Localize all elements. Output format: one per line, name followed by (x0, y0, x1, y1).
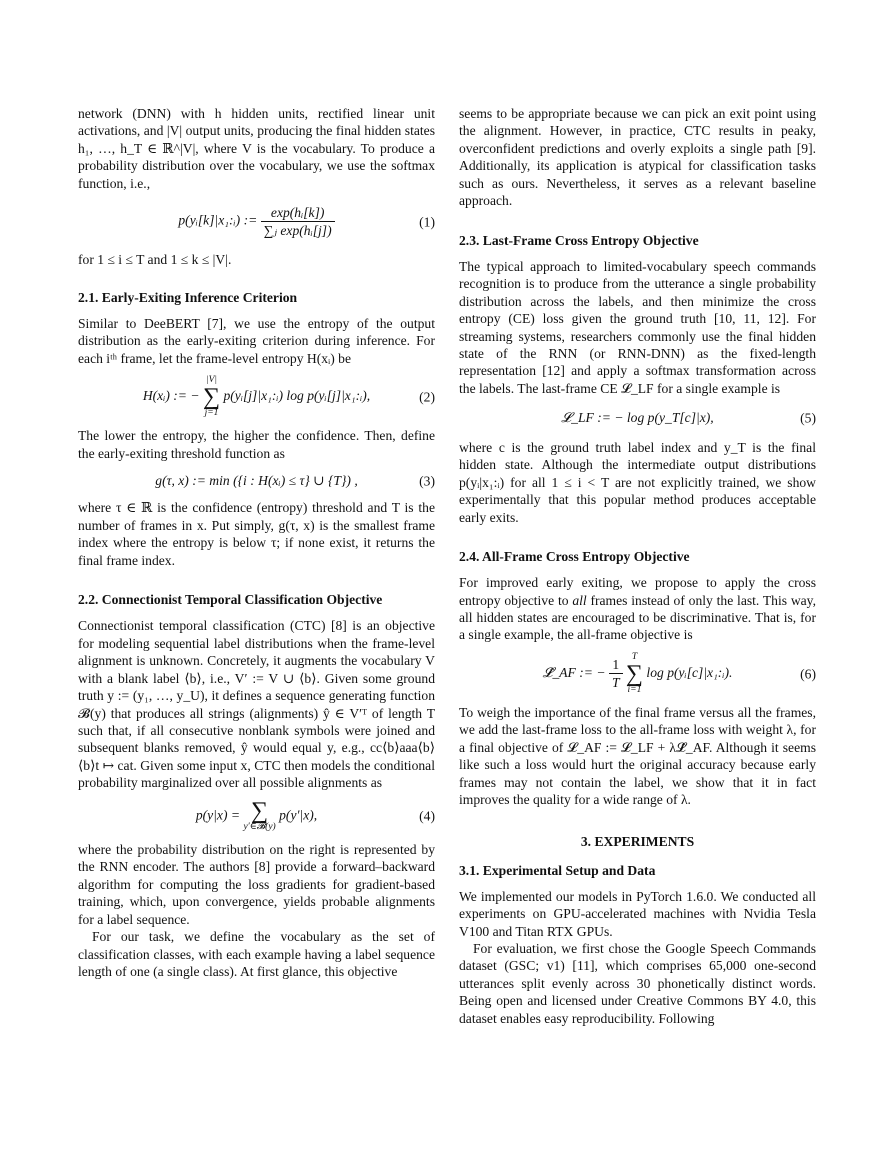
eq6-label: (6) (800, 666, 816, 682)
emphasis-all: all (572, 592, 587, 608)
eq6-rhs: log p(yᵢ[c]|x₁:ᵢ). (646, 665, 733, 680)
paragraph-2-2-a: Connectionist temporal classification (CTC) [8] is an objective for modeling sequential label distributions when the frame-level alignment is unknown. Concretely, it augments the vocabulary V with a blank label ⟨b⟩, i.e., V′ := V ∪ ⟨b⟩. Given some ground truth y := (y₁, …, y_U), it defines a sequence generating function 𝓑(y) that produces all strings (alignments) ŷ ∈ V′ᵀ of length T such that, if all consecutive nonblank symbols were joined and subsequent blanks removed, ŷ would equal y, e.g., cc⟨b⟩aaa⟨b⟩⟨b⟩t ↦ cat. Given some input x, CTC then models the conditional probability marginalized over all possible alignments as (78, 618, 435, 791)
eq3-label: (3) (419, 472, 435, 488)
paragraph-2-3-a: The typical approach to limited-vocabulary speech commands recognition is to produce from the utterance a single probability distribution across the labels, and then minimize the cross entropy (CE) loss given the ground truth [10, 11, 12]. For streaming systems, researchers commonly use the final hidden state of the RNN (or RNN-DNN) as the fixed-length representation [12] and apply a softmax transformation across the labels. The last-frame CE 𝓛_LF for a single example is (459, 258, 816, 396)
eq6-fraction (609, 656, 623, 691)
summation-icon: ∑ (251, 797, 269, 824)
paragraph-2-2-c: For our task, we define the vocabulary as the set of classification classes, with each example having a label sequence length of one (a single class). At first glance, this objective (78, 929, 435, 979)
paragraph-after-eq1: for 1 ≤ i ≤ T and 1 ≤ k ≤ |V|. (78, 252, 232, 268)
eq2-sum-lower: j=1 (204, 408, 219, 419)
eq4-sum (243, 797, 276, 833)
eq1-label: (1) (419, 214, 435, 230)
eq5-body: 𝓛_LF := − log p(y_T[c]|x), (561, 410, 714, 426)
eq6-lhs: 𝓛̂_AF := − (542, 665, 606, 680)
eq4-sum-lower: y′∈𝓑(y) (243, 821, 276, 832)
equation-2 (78, 375, 435, 419)
eq3-body: g(τ, x) := min ({i : H(xᵢ) ≤ τ} ∪ {T}) , (155, 472, 358, 488)
paragraph-2-1-a: Similar to DeeBERT [7], we use the entropy of the output distribution as the early-exiting criterion during inference. For each iᵗʰ frame, let the frame-level entropy H(xᵢ) be (78, 315, 435, 366)
eq2-label: (2) (419, 389, 435, 405)
left-column (78, 105, 435, 980)
paragraph-continuation: seems to be appropriate because we can pick an exit point using the alignment. However, in practice, CTC results in peaky, overconfident predictions and overly exploits a single path [9]. Additionally, its application is atypical for classification tasks such as ours. Nevertheless, it serves as a relevant baseline approach. (459, 106, 816, 209)
equation-4 (78, 797, 435, 833)
equation-6 (459, 652, 816, 696)
eq4-lhs: p(y|x) = (195, 807, 241, 823)
heading-2-3: 2.3. Last-Frame Cross Entropy Objective (459, 232, 699, 248)
right-column (459, 105, 816, 1027)
heading-2-2: 2.2. Connectionist Temporal Classification Objective (78, 592, 383, 608)
equation-5 (459, 409, 816, 426)
eq6-sum (626, 652, 643, 696)
paragraph-intro: network (DNN) with h hidden units, rectified linear unit activations, and |V| output units, producing the final hidden states h₁, …, h_T ∈ ℝ^|V|, where V is the vocabulary. To produce a probability distribution over the vocabulary, we use the softmax function, i.e., (78, 106, 435, 191)
paragraph-2-4-b: To weigh the importance of the final frame versus all the frames, we add the last-frame loss to the all-frame loss with weight λ, for a final objective of 𝓛_AF := 𝓛_LF + λ𝓛̂_AF. Although it seems like such a loss would hurt the original accuracy because early frames may not contain the label, we show that it in fact improves the quality for a wide range of λ. (459, 704, 816, 808)
heading-3-1: 3.1. Experimental Setup and Data (459, 862, 656, 878)
summation-icon: ∑ (625, 660, 644, 687)
eq1-lhs: p(yᵢ[k]|x₁:ᵢ) := (178, 212, 258, 228)
paragraph-2-2-b: where the probability distribution on the right is represented by the RNN encoder. The authors [8] provide a forward–backward algorithm for computing the loss gradients for gradient-based training, which, upon convergence, yields probable alignments for a label sequence. (78, 841, 435, 927)
eq1-denominator: ∑ⱼ exp(hᵢ[j]) (263, 223, 332, 239)
eq6-frac-den: T (611, 675, 620, 691)
paragraph-2-1-c: where τ ∈ ℝ is the confidence (entropy) threshold and T is the number of frames in x. Put simply, g(τ, x) is the smallest frame index where the entropy is below τ; if none exist, it returns the final frame index. (78, 500, 435, 568)
eq4-rhs: p(y′|x), (279, 807, 318, 823)
eq2-rhs: p(yᵢ[j]|x₁:ᵢ) log p(yᵢ[j]|x₁:ᵢ), (223, 388, 371, 404)
eq4-label: (4) (419, 808, 435, 824)
paragraph-3-1-b: For evaluation, we first chose the Google Speech Commands dataset (GSC; v1) [11], which comprises 65,000 one-second utterances split evenly across 30 phonetically distinct words. Being open and licensed under Creative Commons BY 4.0, this dataset enables easy reproducibility. Following (459, 940, 816, 1026)
paragraph-3-1-a: We implemented our models in PyTorch 1.6.0. We conducted all experiments on GPU-accelerated machines with Nvidia Tesla V100 and Titan RTX GPUs. (459, 888, 816, 939)
equation-3 (78, 472, 435, 489)
eq6-sum-lower: i=1 (627, 684, 642, 695)
eq2-sum-upper: |V| (205, 375, 218, 386)
eq6-frac-num: 1 (609, 656, 623, 674)
paragraph-2-4-a (459, 574, 816, 644)
eq2-sum (203, 375, 220, 419)
heading-2-1: 2.1. Early-Exiting Inference Criterion (78, 289, 298, 305)
paragraph-2-4-a-pre: For improved early exiting, we propose to apply the cross entropy objective to (459, 575, 816, 608)
eq6-sum-upper: T (631, 651, 638, 662)
equation-1 (78, 204, 435, 239)
paragraph-2-4-a-post: frames instead of only the last. This way, all hidden states are encouraged to be discriminative. That is, for a single example, the all-frame objective is (459, 592, 816, 643)
paragraph-2-1-b: The lower the entropy, the higher the confidence. Then, define the early-exiting threshold function as (78, 428, 435, 461)
heading-3: 3. EXPERIMENTS (580, 833, 695, 849)
summation-icon: ∑ (202, 384, 221, 411)
eq5-label: (5) (800, 410, 816, 426)
eq1-fraction (261, 204, 335, 239)
eq2-lhs: H(xᵢ) := − (142, 388, 200, 404)
heading-2-4: 2.4. All-Frame Cross Entropy Objective (459, 549, 690, 565)
eq1-numerator: exp(hᵢ[k]) (261, 204, 335, 222)
paragraph-2-3-b: where c is the ground truth label index and y_T is the final hidden state. Although the intermediate output distributions p(yᵢ|x₁:ᵢ) for all 1 ≤ i < T are not explicitly trained, we show experimentally that this popular method produces acceptable early exits. (459, 439, 816, 525)
